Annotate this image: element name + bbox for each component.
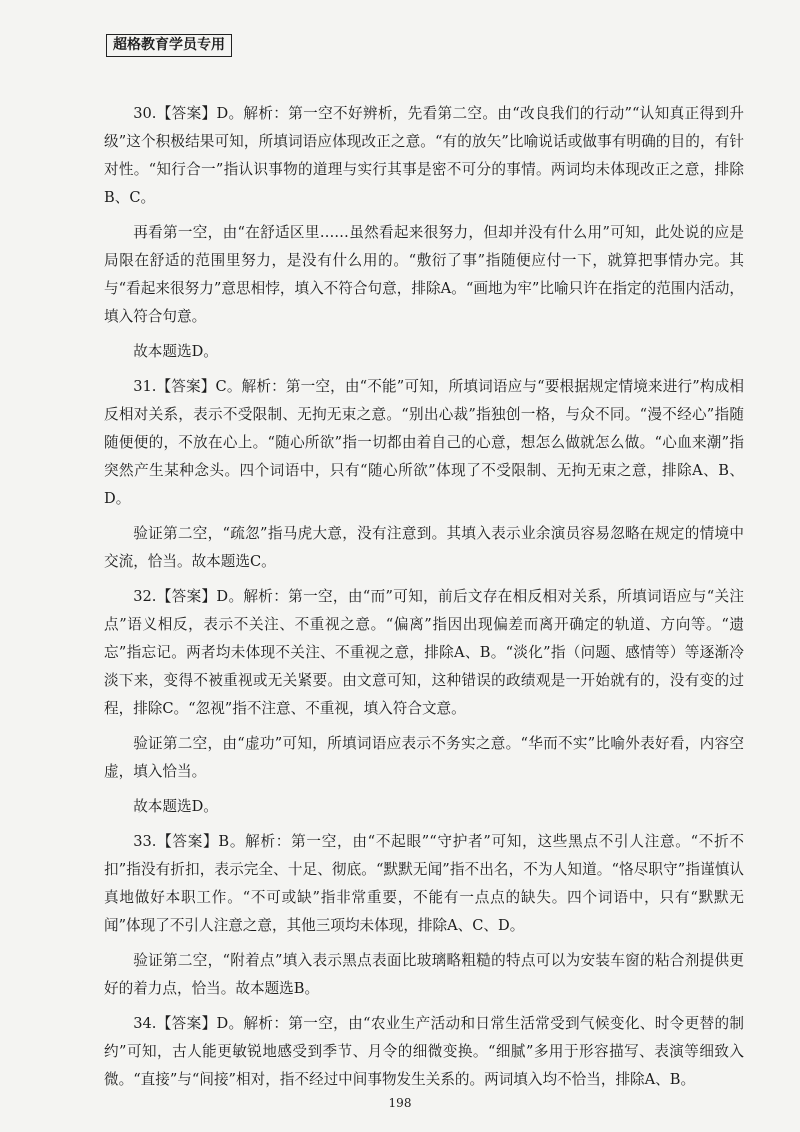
paragraph-q30-conclusion: 故本题选D。: [133, 343, 218, 360]
paragraph-q32-answer: 32.【答案】D。解析：第一空，由“而”可知，前后文存在相反相对关系，所填词语应与“关注点”语义相反，表示不关注、不重视之意。“偏离”指因出现偏差而离开确定的轨道、方向等。“遗忘”指忘记。两者均未体现不关注、不重视之意，排除A、B。“淡化”指（问题、感情等）等逐渐冷淡下来，变得不被重视或无关紧要。由文意可知，这种错误的政绩观是一开始就有的，没有变的过程，排除C。“忽视”指不注意、不重视，填入符合文意。: [104, 588, 744, 717]
paragraph-q31-answer: 31.【答案】C。解析：第一空，由“不能”可知，所填词语应与“要根据规定情境来进行”构成相反相对关系，表示不受限制、无拘无束之意。“别出心裁”指独创一格，与众不同。“漫不经心”指随随便便的，不放在心上。“随心所欲”指一切都由着自己的心意，想怎么做就怎么做。“心血来潮”指突然产生某种念头。四个词语中，只有“随心所欲”体现了不受限制、无拘无束之意，排除A、B、D。: [104, 378, 744, 507]
paragraph-q33-verify: 验证第二空，“附着点”填入表示黑点表面比玻璃略粗糙的特点可以为安装车窗的粘合剂提供更好的着力点，恰当。故本题选B。: [104, 952, 744, 997]
paragraph-q30-first-blank: 再看第一空，由“在舒适区里……虽然看起来很努力，但却并没有什么用”可知，此处说的应是局限在舒适的范围里努力，是没有什么用的。“敷衍了事”指随便应付一下，就算把事情办完。其与“看起来很努力”意思相悖，填入不符合句意，排除A。“画地为牢”比喻只许在指定的范围内活动，填入符合句意。: [104, 224, 744, 325]
paragraph-q30-answer: 30.【答案】D。解析：第一空不好辨析，先看第二空。由“改良我们的行动”“认知真正得到升级”这个积极结果可知，所填词语应体现改正之意。“有的放矢”比喻说话或做事有明确的目的，有针对性。“知行合一”指认识事物的道理与实行其事是密不可分的事情。两词均未体现改正之意，排除B、C。: [104, 105, 744, 206]
page-number: 198: [388, 1096, 412, 1110]
paragraph-q34-answer: 34.【答案】D。解析：第一空，由“农业生产活动和日常生活常受到气候变化、时令更替的制约”可知，古人能更敏锐地感受到季节、月令的细微变换。“细腻”多用于形容描写、表演等细致入微。“直接”与“间接”相对，指不经过中间事物发生关系的。两词填入均不恰当，排除A、B。: [104, 1015, 744, 1088]
document-body: [104, 100, 744, 1101]
paragraph-q32-verify: 验证第二空，由“虚功”可知，所填词语应表示不务实之意。“华而不实”比喻外表好看，内容空虚，填入恰当。: [104, 735, 744, 780]
paragraph-q32-conclusion: 故本题选D。: [133, 798, 218, 815]
paragraph-q33-answer: 33.【答案】B。解析：第一空，由“不起眼”“守护者”可知，这些黑点不引人注意。“不折不扣”指没有折扣，表示完全、十足、彻底。“默默无闻”指不出名，不为人知道。“恪尽职守”指谨慎认真地做好本职工作。“不可或缺”指非常重要，不能有一点点的缺失。四个词语中，只有“默默无闻”体现了不引人注意之意，其他三项均未体现，排除A、C、D。: [104, 833, 744, 934]
header-label: 超格教育学员专用: [106, 34, 232, 57]
paragraph-q31-verify: 验证第二空，“疏忽”指马虎大意，没有注意到。其填入表示业余演员容易忽略在规定的情境中交流，恰当。故本题选C。: [104, 525, 744, 570]
